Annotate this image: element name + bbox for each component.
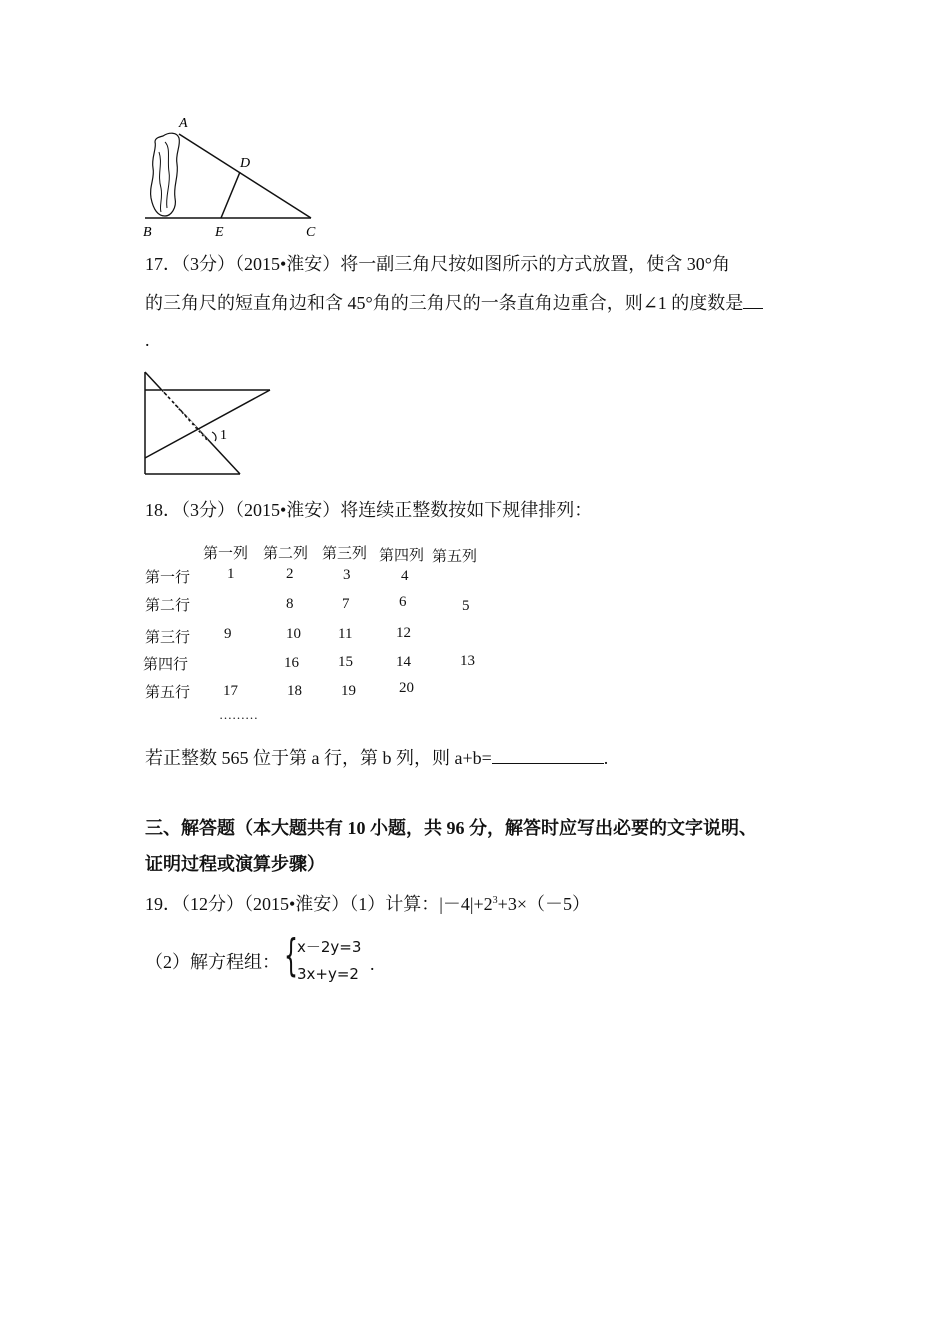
label-C: C: [306, 225, 316, 240]
equation-1: x－2y=3: [297, 938, 362, 956]
section3-heading-line1: 三、解答题（本大题共有 10 小题，共 96 分，解答时应写出必要的文字说明、: [145, 818, 757, 838]
row-header: 第五行: [145, 685, 191, 701]
q18-question: [145, 745, 608, 770]
label-B: B: [143, 225, 152, 240]
table-cell: 18: [287, 683, 302, 699]
q19-exponent: 3: [492, 895, 498, 906]
q17-line2: [145, 290, 763, 315]
q18-question-text: 若正整数 565 位于第 a 行，第 b 列，则 a+b=: [145, 748, 492, 768]
col-header: 第一列: [203, 546, 249, 562]
table-cell: 4: [401, 568, 409, 584]
table-cell: 13: [460, 653, 475, 669]
table-cell: 19: [341, 683, 356, 699]
table-cell: 8: [286, 596, 294, 612]
row-header: 第四行: [143, 657, 189, 673]
table-cell: 10: [286, 626, 301, 642]
row-header: 第三行: [145, 630, 191, 646]
q17-answer-blank: [743, 290, 763, 309]
label-D: D: [240, 156, 251, 171]
q17-line1: 17．（3分）（2015•淮安）将一副三角尺按如图所示的方式放置，使含 30°角: [145, 254, 730, 274]
table-cell: 6: [399, 594, 407, 610]
section3-heading-line2: 证明过程或演算步骤）: [145, 854, 325, 874]
table-cell: 5: [462, 598, 470, 614]
q18-answer-blank: [492, 745, 604, 764]
q17-line3: .: [145, 330, 150, 350]
label-A: A: [179, 116, 188, 131]
figure-17: [140, 368, 280, 480]
table-cell: 11: [338, 626, 353, 642]
table-cell: 12: [396, 625, 411, 641]
col-header: 第二列: [263, 546, 309, 562]
table-cell: 17: [223, 683, 238, 699]
table-cell: 20: [399, 680, 414, 696]
q19-part1: [145, 889, 590, 916]
col-header: 第三列: [322, 546, 368, 562]
equation-2: 3x+y=2: [297, 965, 359, 983]
q19-prefix: 19．（12分）（2015•淮安）（1）计算：|－4|+2: [145, 894, 493, 914]
q19-part2-label: （2）解方程组：: [145, 952, 280, 972]
table-cell: 7: [342, 596, 350, 612]
table-cell: 2: [286, 566, 294, 582]
row-header: 第一行: [145, 570, 191, 586]
q19-end: .: [370, 954, 375, 974]
table-cell: 1: [227, 566, 235, 582]
table-ellipsis: ………: [219, 707, 258, 722]
col-header: 第四列: [379, 548, 425, 564]
q18-question-end: .: [603, 748, 609, 768]
table-cell: 15: [338, 654, 353, 670]
col-header: 第五列: [432, 549, 478, 565]
label-E: E: [215, 225, 224, 240]
q19-suffix: +3×（－5）: [497, 894, 590, 914]
row-header: 第二行: [145, 598, 191, 614]
angle-1-label: 1: [220, 428, 227, 443]
equation-brace: {: [284, 930, 298, 981]
table-cell: 3: [343, 567, 351, 583]
table-cell: 14: [396, 654, 411, 670]
q18-line1: 18．（3分）（2015•淮安）将连续正整数按如下规律排列：: [145, 500, 593, 520]
q17-line2-text: 的三角尺的短直角边和含 45°角的三角尺的一条直角边重合，则∠1 的度数是: [145, 293, 744, 313]
table-cell: 9: [224, 626, 232, 642]
figure-16: [135, 112, 335, 242]
table-cell: 16: [284, 655, 299, 671]
